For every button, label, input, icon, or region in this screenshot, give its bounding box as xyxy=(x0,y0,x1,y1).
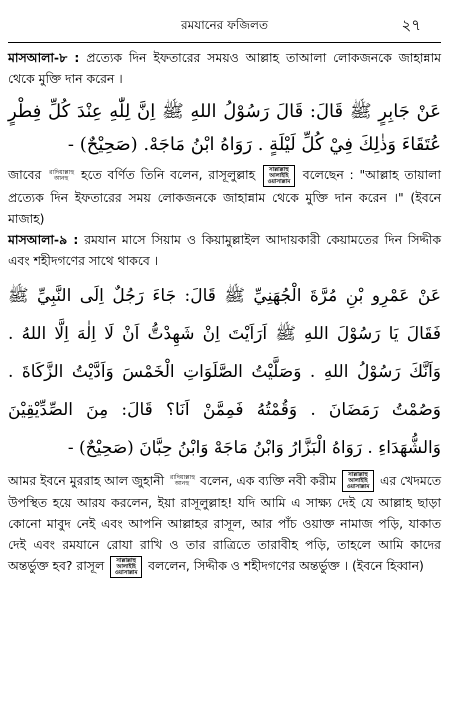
running-title: রমযানের ফজিলত xyxy=(181,18,268,32)
translation-text: বললেন, সিদ্দীক ও শহীদগণের অন্তর্ভুক্ত । xyxy=(148,558,349,573)
honorific-glyph: রাদিয়াল্লাহু আনহু xyxy=(49,168,75,182)
page-header xyxy=(8,8,441,43)
hadith-1-arabic: عَنْ جَابِرٍ ﷺ قَالَ: قَالَ رَسُوْلُ اللهِ ﷺ اِنَّ لِلّٰهِ عِنْدَ كُلِّ فِطْرٍ عُتَقَاءَ وَذٰلِكَ فِيْ كُلِّ لَيْلَةٍ . رَوَاهُ ابْنُ مَاجَهْ. (صَحِيْحٌ) - xyxy=(8,101,441,155)
masala-8-label: মাসআলা-৮ : xyxy=(8,50,80,65)
masala-9-text: রমযান মাসে সিয়াম ও কিয়ামুল্লাইল আদায়কারী কেয়ামতের দিন সিদ্দীক এবং শহীদগণের সাথে থাকবে । xyxy=(8,231,441,268)
narrator-name: আমর ইবনে মুররাহ আল জুহানী xyxy=(8,472,165,488)
masala-8-text: প্রত্যেক দিন ইফতারের সময়ও আল্লাহ তাআলা লোকজনকে জাহান্নাম থেকে মুক্তি দান করেন । xyxy=(8,50,441,86)
masala-9 xyxy=(8,229,441,271)
hadith-2-arabic: عَنْ عَمْرِو بْنِ مُرَّةَ الْجُهَنِيِّ ﷺ قَالَ: جَاءَ رَجُلٌ اِلَى النَّبِيِّ ﷺ فَقَالَ يَا رَسُوْلَ اللهِ ﷺ اَرَاَيْتَ اِنْ شَهِدْتُّ اَنْ لَا اِلٰهَ اِلَّا اللهُ . وَاَنَّكَ رَسُوْلُ اللهِ . وَصَلَّيْتُ الصَّلَوَاتِ الْخَمْسَ وَاَدَّيْتُ الزَّكَاةَ . وَصُمْتُ رَمَضَانَ . وَقُمْتُهُ فَمِمَّنْ اَنَا؟ قَالَ: مِنَ الصِّدِّيْقِيْنَ وَالشُّهَدَاءِ . رَوَاهُ الْبَزَّارُ وَابْنُ مَاجَهْ وَابْنُ حِبَّانَ (صَحِيْحٌ) - xyxy=(8,285,441,458)
hadith-1-translation xyxy=(8,164,441,229)
narrator-name: জাবের xyxy=(8,167,42,182)
book-page xyxy=(8,8,441,578)
honorific-glyph: রাদিয়াল্লাহু আনহু xyxy=(170,474,196,487)
translation-text: বলেন, এক ব্যক্তি নবী করীম xyxy=(199,472,337,488)
translation-text: এর খেদমতে উপস্থিত হয়ে আরয করলেন, ইয়া রাসূলুল্লাহ! যদি আমি এ সাক্ষ্য দেই যে আল্লাহ ছাড়া কোনো মাবুদ নেই এবং আপনি আল্লাহর রাসূল, আর পাঁচ ওয়াক্ত নামাজ পড়ি, যাকাত দেই এবং রমযানে রোযা রাখি ও তার রাত্রিতে তারাবীহ পড়ি, তাহলে আমি কাদের অন্তর্ভুক্ত হব? রাসূল xyxy=(8,472,442,573)
masala-9-label: মাসআলা-৯ : xyxy=(8,231,79,247)
salawat-glyph: সাল্লাল্লাহু আলাইহি ওয়াসাল্লাম xyxy=(263,165,295,187)
translation-text: বলেছেন : "আল্লাহ তায়ালা প্রত্যেক দিন ইফতারের সময় লোকজনকে জাহান্নাম থেকে মুক্তি দান করেন ।" xyxy=(8,167,441,205)
salawat-glyph: সাল্লাল্লাহু আলাইহি ওয়াসাল্লাম xyxy=(342,470,374,492)
page-number: ২৭ xyxy=(401,16,421,34)
salawat-glyph: সাল্লাল্লাহু আলাইহি ওয়াসাল্লাম xyxy=(110,556,142,578)
hadith-source: (ইবনে হিব্বান) xyxy=(351,558,424,573)
translation-text: হতে বর্ণিত তিনি বলেন, রাসূলুল্লাহ xyxy=(80,167,256,182)
hadith-2-translation xyxy=(8,470,441,578)
masala-8 xyxy=(8,47,441,89)
hadith-source: (ইবনে মাজাহ) xyxy=(8,189,441,226)
